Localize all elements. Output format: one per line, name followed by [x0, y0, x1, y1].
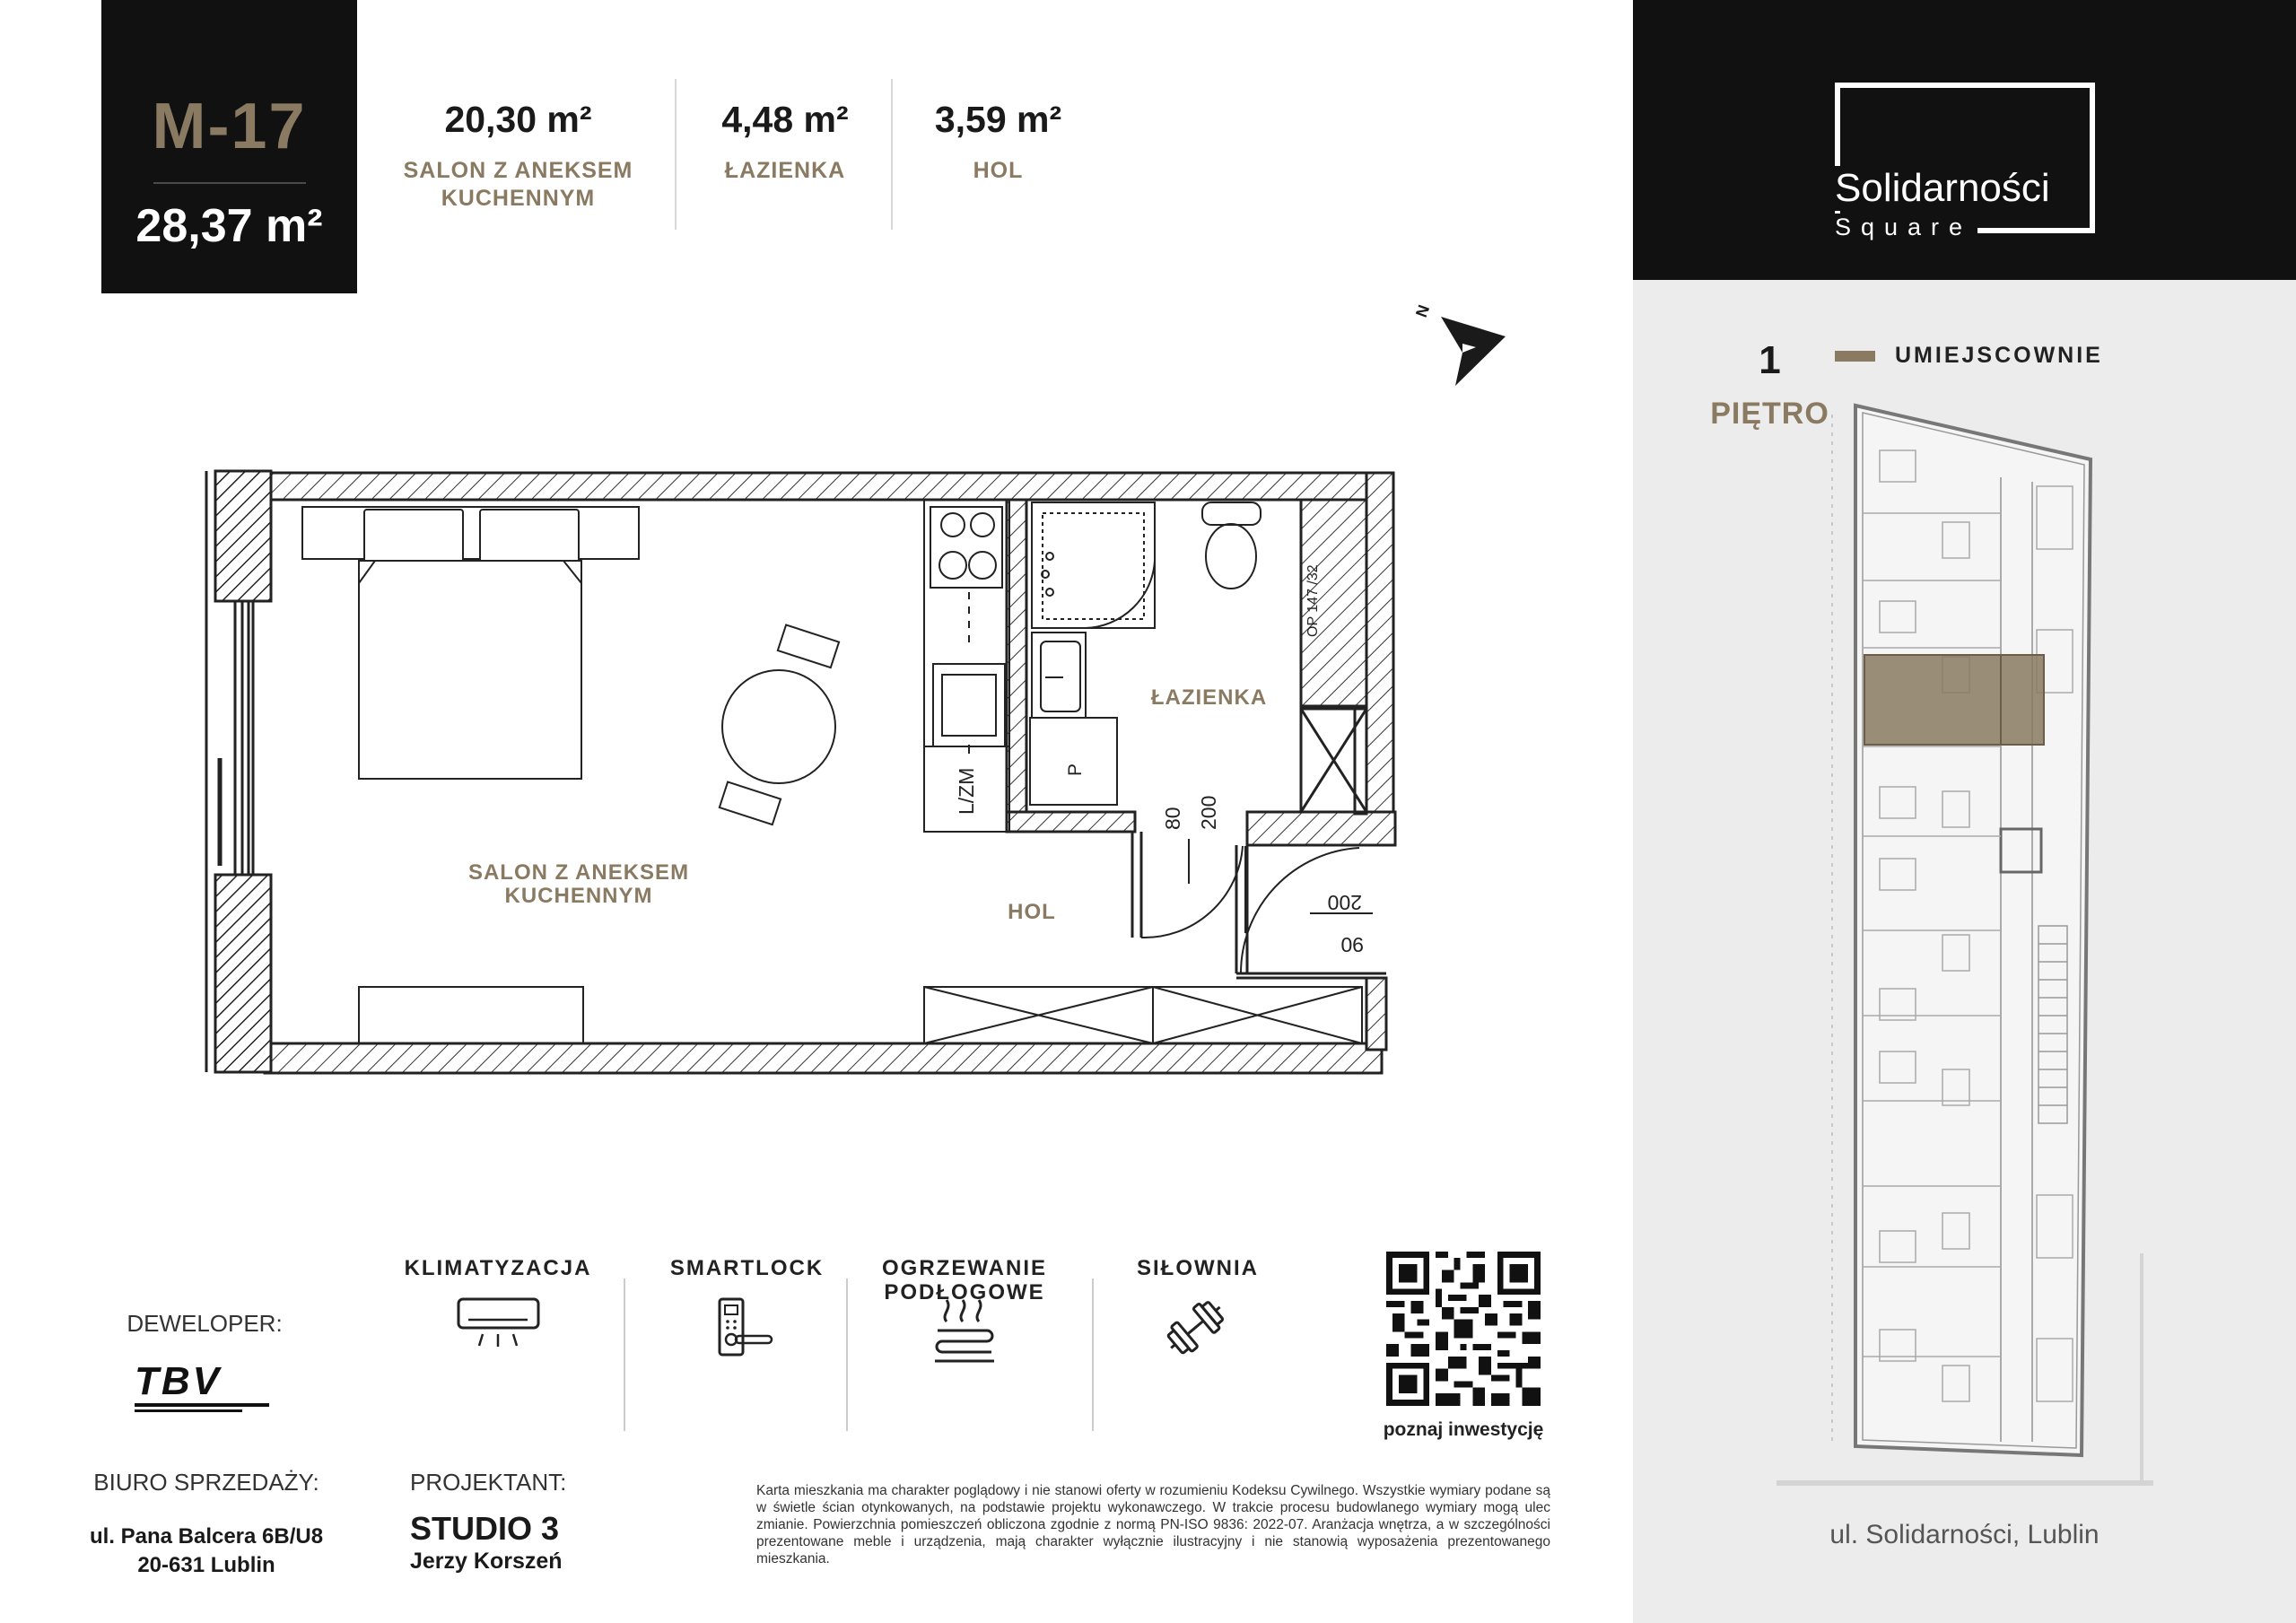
shadow	[1777, 1480, 2153, 1486]
shadow	[2140, 1253, 2143, 1482]
stat-divider	[891, 79, 893, 230]
amenity-klimatyzacja	[399, 1256, 597, 1280]
unit-badge	[101, 0, 357, 293]
room-stat-lazienka	[700, 99, 870, 185]
room-label-line: SALON Z ANEKSEM	[403, 158, 633, 183]
fridge-label: L/ZM	[955, 767, 978, 815]
location-legend-label: UMIEJSCOWNIE	[1895, 343, 2103, 368]
room-label-salon	[449, 861, 709, 908]
amenity-silownia	[1099, 1256, 1296, 1280]
qr-code[interactable]	[1386, 1252, 1541, 1406]
door-height-label: 200	[1197, 795, 1220, 830]
amenity-label: SMARTLOCK	[669, 1256, 825, 1280]
room-stat-salon	[395, 99, 642, 213]
sales-office-label: BIURO SPRZEDAŻY:	[93, 1469, 319, 1496]
unit-code: M-17	[152, 91, 307, 162]
room-label-line: KUCHENNYM	[441, 186, 596, 211]
door-width-label: 80	[1161, 807, 1184, 830]
qr-caption: poznaj inwestycję	[1383, 1419, 1544, 1440]
floor-heating-icon	[933, 1296, 996, 1364]
designer-name: STUDIO 3	[410, 1510, 560, 1547]
designer-person: Jerzy Korszeń	[410, 1549, 563, 1574]
amenity-label: SIŁOWNIA	[1137, 1256, 1259, 1280]
door-height-label: 200	[1327, 891, 1362, 914]
amenity-ogrzewanie	[866, 1256, 1063, 1305]
floor-label: PIĘTRO	[1710, 397, 1829, 431]
door-width-label: 90	[1340, 933, 1364, 956]
north-arrow-icon	[1409, 301, 1516, 390]
smartlock-icon	[716, 1296, 779, 1359]
developer-logo-text: TBV	[135, 1359, 222, 1403]
amenity-label: PODŁOGOWE	[884, 1280, 1045, 1305]
building-address: ul. Solidarności, Lublin	[1829, 1520, 2100, 1549]
room-area: 4,48 m²	[721, 99, 849, 140]
building-floor-plan	[1633, 280, 2296, 1623]
room-label-line: KUCHENNYM	[504, 884, 653, 908]
designer-label: PROJEKTANT:	[410, 1469, 567, 1496]
brand-subtitle: Square	[1835, 214, 1977, 241]
dumbbell-icon	[1162, 1296, 1229, 1359]
address-line: ul. Pana Balcera 6B/U8	[89, 1524, 324, 1549]
amenity-divider	[1092, 1278, 1094, 1431]
brand-header	[1633, 0, 2296, 280]
room-label: ŁAZIENKA	[724, 158, 846, 183]
room-label-lazienka: ŁAZIENKA	[1150, 685, 1268, 710]
amenity-label: OGRZEWANIE	[881, 1256, 1047, 1280]
room-area: 3,59 m²	[934, 99, 1062, 140]
furniture	[302, 500, 1373, 1043]
room-label-hol: HOL	[1008, 900, 1056, 924]
washer-label: P	[1065, 763, 1086, 776]
disclaimer: Karta mieszkania ma charakter poglądowy i nie stanowi oferty w rozumieniu Kodeksu Cywilnego. Wszystkie wymiary podane są w świetle ścian otynkowanych, na podstawie projektu wykonawczego. W trakcie procesu budowlanego wymiary mogą ulec zmianie. Powierzchnia pomieszczeń obliczona zgodnie z normą PN-ISO 9836: 2022-07. Aranżacja wnętrza, a w szczególności prezentowane meble i urządzenia, mają charakter wyłącznie ilustracyjny i nie stanowią wyposażenia prezentowanego mieszkania.	[756, 1483, 1550, 1566]
stat-divider	[675, 79, 677, 230]
duct-label: OP 147 /32	[1305, 564, 1321, 637]
room-label	[395, 157, 642, 213]
svg-text:N: N	[1411, 302, 1434, 320]
room-label-line: SALON Z ANEKSEM	[467, 860, 690, 885]
amenity-smartlock	[646, 1256, 848, 1280]
sales-office-address	[67, 1523, 345, 1580]
developer-logo	[135, 1359, 269, 1409]
location-panel	[1633, 280, 2296, 1623]
logo-underline	[135, 1403, 269, 1407]
room-stat-hol	[911, 99, 1086, 185]
apartment-floor-plan	[197, 458, 1400, 1086]
amenity-divider	[624, 1278, 625, 1431]
highlighted-unit	[1864, 655, 2044, 745]
air-conditioner-icon	[456, 1296, 541, 1350]
brand-name: Solidarności	[1835, 166, 2059, 211]
floor-number: 1	[1759, 338, 1781, 382]
address-line: 20-631 Lublin	[137, 1553, 275, 1577]
amenity-label: KLIMATYZACJA	[404, 1256, 592, 1280]
unit-total-area: 28,37 m²	[135, 200, 323, 252]
developer-label: DEWELOPER:	[127, 1310, 283, 1337]
room-area: 20,30 m²	[444, 99, 592, 140]
logo-underline	[135, 1409, 242, 1412]
badge-divider	[153, 182, 306, 184]
room-label: HOL	[973, 158, 1024, 183]
amenity-divider	[846, 1278, 848, 1431]
